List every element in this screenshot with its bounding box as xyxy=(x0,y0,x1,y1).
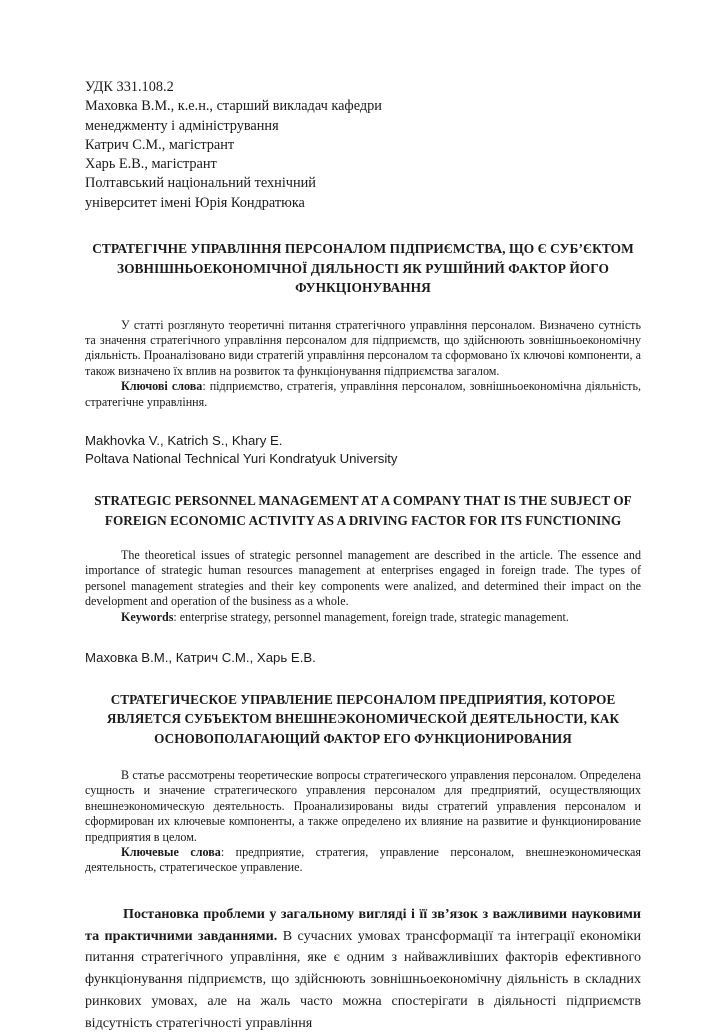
abstract-russian-block xyxy=(85,768,641,876)
keywords-ukrainian-label: Ключові слова xyxy=(121,379,203,394)
abstract-english-block xyxy=(85,548,641,625)
authors-english-line: Makhovka V., Katrich S., Khary E. xyxy=(85,433,283,449)
header-block xyxy=(85,78,641,213)
author-line-4: Харь Е.В., магістрант xyxy=(85,156,217,173)
body-section xyxy=(85,904,641,1035)
title-english: STRATEGIC PERSONNEL MANAGEMENT AT A COMPANY THAT IS THE SUBJECT OF FOREIGN ECONOMIC ACTIVITY AS A DRIVING FACTOR FOR ITS FUNCTIONING xyxy=(94,493,632,528)
keywords-ukrainian-value: : підприємство, стратегія, управління персоналом, зовнішньоекономічна діяльність, стратегічне управління. xyxy=(85,379,642,409)
authors-russian-line: Маховка В.М., Катрич С.М., Харь Е.В. xyxy=(85,650,316,666)
affiliation-english-line: Poltava National Technical Yuri Kondratyuk University xyxy=(85,450,398,466)
page-content xyxy=(85,78,641,1035)
abstract-english-text: The theoretical issues of strategic personnel management are described in the article. The essence and importance of strategic human resources management at enterprises engaged in foreign trade. The types of personel management strategies and their key components were analized, and determined their impact on the development and operation of the business as a whole. xyxy=(85,548,641,609)
affiliation-line-2: університет імені Юрія Кондратюка xyxy=(85,194,305,211)
keywords-russian-value: : предприятие, стратегия, управление персоналом, внешнеэкономическая деятельность, стратегическое управление. xyxy=(85,845,641,875)
title-ukrainian: СТРАТЕГІЧНЕ УПРАВЛІННЯ ПЕРСОНАЛОМ ПІДПРИЄМСТВА, ЩО Є СУБ’ЄКТОМ ЗОВНІШНЬОЕКОНОМІЧНОЇ ДІЯЛЬНОСТІ ЯК РУШІЙНИЙ ФАКТОР ЙОГО ФУНКЦІОНУВАННЯ xyxy=(92,241,634,296)
body-paragraph-text: В сучасних умовах трансформації та інтеграції економіки питання стратегічного управління, яке є одним з найважливіших факторів ефективного функціонування підприємств, що здійснюють зовнішньоекономічну діяльність в складних ринкових умовах, але на жаль часто можна спостерігати в діяльності підприємств відсутність стратегічності управління xyxy=(85,927,641,1031)
keywords-english-label: Keywords xyxy=(121,609,174,624)
body-heading: Постановка проблеми у загальному вигляді і її зв’язок з важливими науковими та практичними завданнями. xyxy=(85,905,641,944)
abstract-russian-text: В статье рассмотрены теоретические вопросы стратегического управления персоналом. Определена сущность и значение стратегического управления персоналом для предприятий, осуществляющих внешнеэкономическую деятельность. Проанализированы виды стратегий управления персоналом и сформирован их ключевые компоненты, а также определено их влияние на развитие и функционирование предприятия в целом. xyxy=(85,768,641,844)
affiliation-line-1: Полтавський національний технічний xyxy=(85,175,316,192)
abstract-ukrainian-text: У статті розглянуто теоретичні питання стратегічного управління персоналом. Визначено сутність та значення стратегічного управління персоналом для підприємств, що здійснюють зовнішньоекономічну діяльність. Проаналізовано види стратегій управління персоналом та сформовано їх ключові компоненти, а також визначено їх вплив на розвиток та функціонування підприємства загалом. xyxy=(85,317,641,378)
keywords-russian xyxy=(85,845,641,876)
author-line-3: Катрич С.М., магістрант xyxy=(85,136,235,153)
author-line-2: менеджменту і адміністрування xyxy=(85,117,279,134)
keywords-english xyxy=(85,610,641,625)
title-russian: СТРАТЕГИЧЕСКОЕ УПРАВЛЕНИЕ ПЕРСОНАЛОМ ПРЕДПРИЯТИЯ, КОТОРОЕ ЯВЛЯЕТСЯ СУБЪЕКТОМ ВНЕШНЕЭКОНОМИЧЕСКОЙ ДЕЯТЕЛЬНОСТИ, КАК ОСНОВОПОЛАГАЮЩИЙ ФАКТОР ЕГО ФУНКЦИОНИРОВАНИЯ xyxy=(106,691,620,746)
keywords-russian-label: Ключевые слова xyxy=(121,845,221,860)
abstract-ukrainian-block xyxy=(85,318,641,410)
body-paragraph xyxy=(85,904,641,1035)
udk-line: УДК 331.108.2 xyxy=(85,79,174,95)
author-line-1: Маховка В.М., к.е.н., старший викладач кафедри xyxy=(85,98,382,115)
keywords-english-value: : enterprise strategy, personnel management, foreign trade, strategic management. xyxy=(173,609,569,624)
keywords-ukrainian xyxy=(85,379,641,410)
authors-russian-block xyxy=(85,649,641,667)
authors-english-block xyxy=(85,432,641,467)
